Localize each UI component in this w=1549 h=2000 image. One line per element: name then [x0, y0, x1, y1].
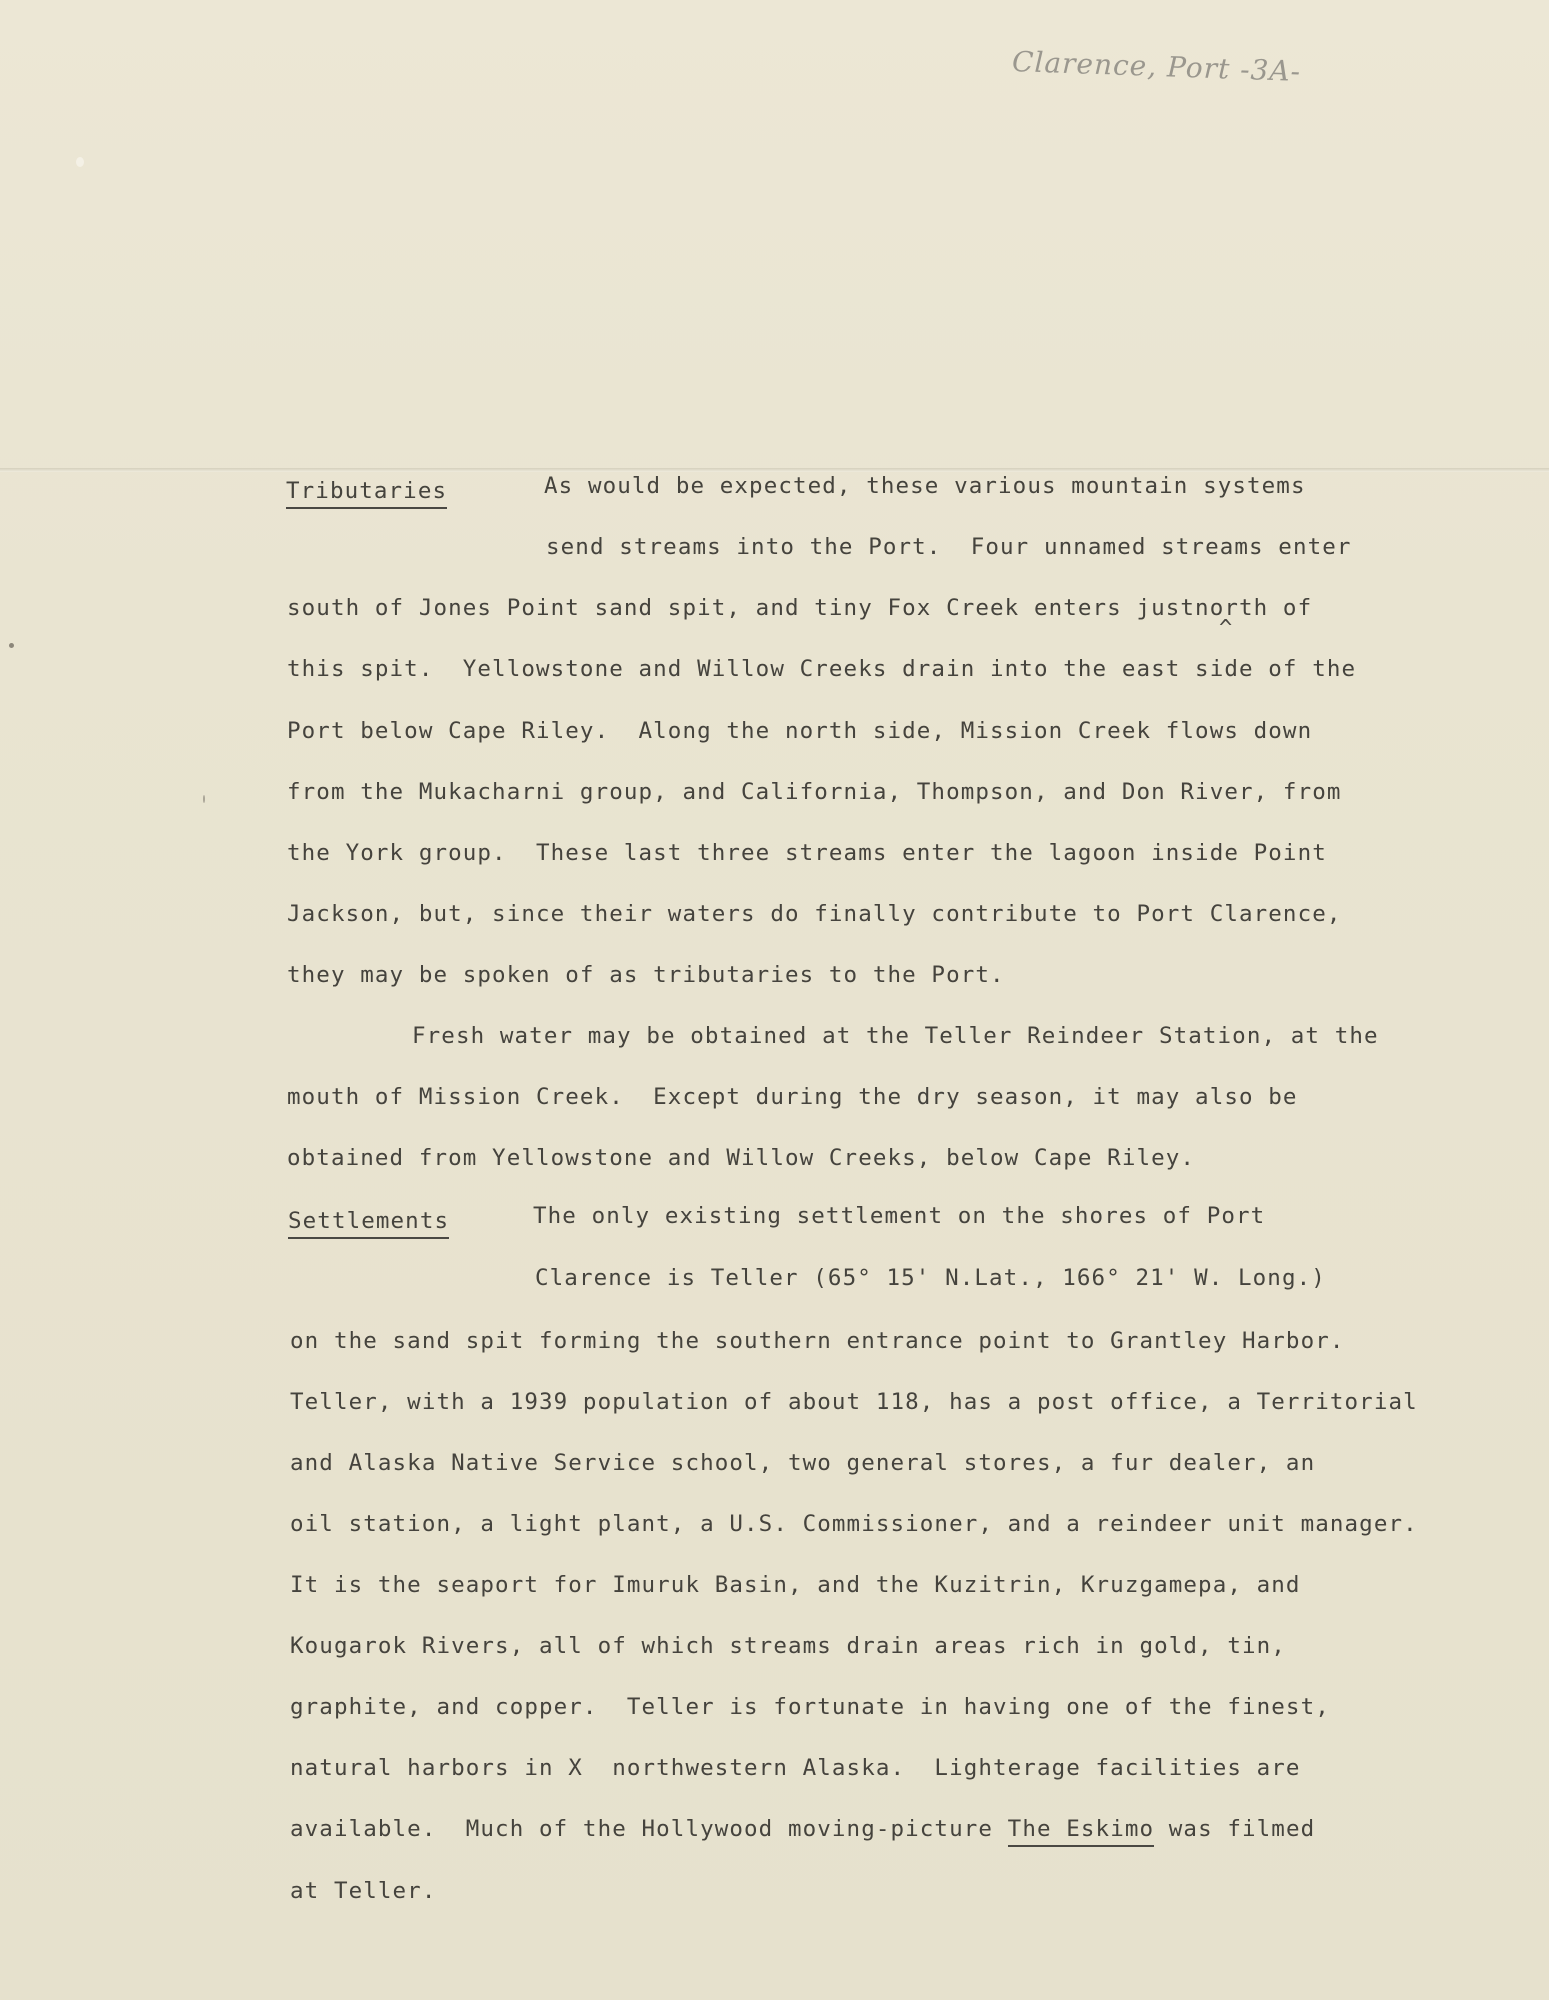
text-line-11: mouth of Mission Creek. Except during the dry season, it may also be [287, 1084, 1298, 1110]
text-line-23 [290, 1818, 1315, 1841]
paper-fold [0, 468, 1549, 472]
text-line-9: they may be spoken of as tributaries to the Port. [287, 962, 1005, 988]
text-line-15: on the sand spit forming the southern entrance point to Grantley Harbor. [290, 1328, 1345, 1354]
text-line-7: the York group. These last three streams enter the lagoon inside Point [287, 840, 1327, 866]
text-line-22: natural harbors in X northwestern Alaska. Lighterage facilities are [290, 1755, 1301, 1781]
text-line-21: graphite, and copper. Teller is fortunate in having one of the finest, [290, 1694, 1330, 1720]
text-line-6: from the Mukacharni group, and California, Thompson, and Don River, from [287, 779, 1342, 805]
text-line-23-end: was filmed [1154, 1816, 1316, 1842]
film-title: The Eskimo [1008, 1816, 1154, 1847]
text-line-20: Kougarok Rivers, all of which streams drain areas rich in gold, tin, [290, 1633, 1286, 1659]
heading-tributaries-label: Tributaries [286, 480, 447, 509]
paper-speck-2 [76, 157, 84, 167]
insertion-caret: ^ [1219, 616, 1233, 641]
text-line-13: The only existing settlement on the shores of Port [533, 1203, 1266, 1229]
text-line-14: Clarence is Teller (65° 15' N.Lat., 166° 21' W. Long.) [535, 1265, 1326, 1291]
heading-tributaries [286, 480, 447, 509]
paper-speck-3 [203, 795, 205, 803]
text-line-10: Fresh water may be obtained at the Teller Reindeer Station, at the [412, 1023, 1379, 1049]
text-line-12: obtained from Yellowstone and Willow Creeks, below Cape Riley. [287, 1145, 1196, 1171]
text-line-23-start: available. Much of the Hollywood moving-picture [290, 1816, 1008, 1842]
text-line-16: Teller, with a 1939 population of about 118, has a post office, a Territorial [290, 1389, 1418, 1415]
text-line-18: oil station, a light plant, a U.S. Commissioner, and a reindeer unit manager. [290, 1511, 1418, 1537]
text-line-4: this spit. Yellowstone and Willow Creeks drain into the east side of the [287, 656, 1357, 682]
text-line-8: Jackson, but, since their waters do finally contribute to Port Clarence, [287, 901, 1342, 927]
text-line-2: send streams into the Port. Four unnamed streams enter [546, 534, 1352, 560]
heading-settlements [288, 1210, 449, 1239]
heading-settlements-label: Settlements [288, 1210, 449, 1239]
text-line-5: Port below Cape Riley. Along the north side, Mission Creek flows down [287, 718, 1313, 744]
text-line-3: south of Jones Point sand spit, and tiny Fox Creek enters justnorth of [287, 595, 1313, 621]
handwritten-annotation: Clarence, Port -3A- [1011, 44, 1302, 89]
text-line-19: It is the seaport for Imuruk Basin, and the Kuzitrin, Kruzgamepa, and [290, 1572, 1301, 1598]
text-line-17: and Alaska Native Service school, two general stores, a fur dealer, an [290, 1450, 1316, 1476]
paper-speck-1 [9, 643, 14, 648]
text-line-24: at Teller. [290, 1878, 437, 1904]
text-line-1: As would be expected, these various mountain systems [544, 473, 1306, 499]
